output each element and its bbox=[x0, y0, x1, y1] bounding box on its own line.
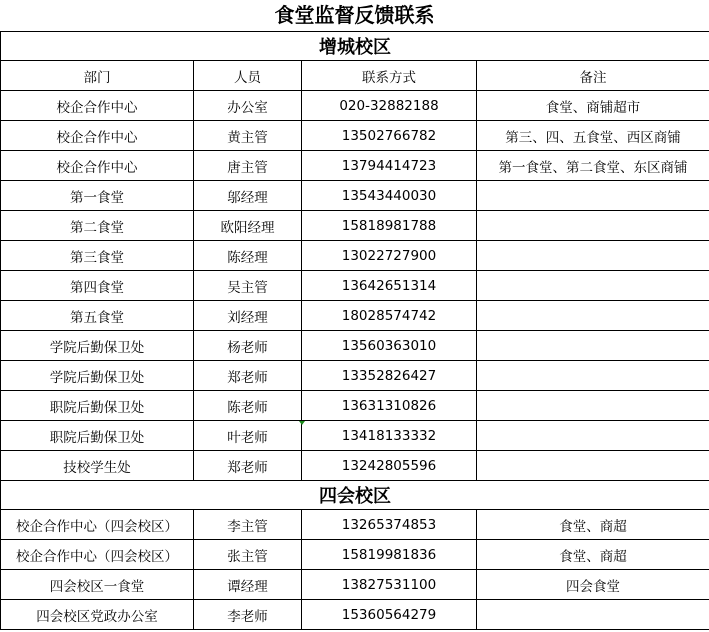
table-row bbox=[1, 540, 709, 570]
table-row bbox=[1, 510, 709, 540]
table-row bbox=[1, 121, 709, 151]
cell-person: 叶老师 bbox=[194, 421, 302, 451]
cell-contact: 13543440030 bbox=[302, 181, 477, 211]
cell-department: 第一食堂 bbox=[1, 181, 194, 211]
cell-contact: 13642651314 bbox=[302, 271, 477, 301]
cell-note bbox=[477, 451, 709, 481]
cell-note bbox=[477, 361, 709, 391]
cell-note bbox=[477, 391, 709, 421]
cell-department: 学院后勤保卫处 bbox=[1, 361, 194, 391]
cell-contact: 13022727900 bbox=[302, 241, 477, 271]
cell-department: 第五食堂 bbox=[1, 301, 194, 331]
cell-department: 第二食堂 bbox=[1, 211, 194, 241]
cell-person: 唐主管 bbox=[194, 151, 302, 181]
cell-department: 校企合作中心 bbox=[1, 121, 194, 151]
cell-department: 职院后勤保卫处 bbox=[1, 421, 194, 451]
cell-department: 第四食堂 bbox=[1, 271, 194, 301]
cell-contact: 020-32882188 bbox=[302, 91, 477, 121]
cell-person: 吴主管 bbox=[194, 271, 302, 301]
contact-table bbox=[0, 31, 709, 630]
sheet-title: 食堂监督反馈联系 bbox=[274, 3, 435, 27]
table-row bbox=[1, 271, 709, 301]
cell-department: 校企合作中心（四会校区） bbox=[1, 510, 194, 540]
cell-department: 职院后勤保卫处 bbox=[1, 391, 194, 421]
cell-note: 第三、四、五食堂、西区商铺 bbox=[477, 121, 709, 151]
cell-person: 郑老师 bbox=[194, 451, 302, 481]
table-row bbox=[1, 211, 709, 241]
cell-person: 办公室 bbox=[194, 91, 302, 121]
cell-person: 郑老师 bbox=[194, 361, 302, 391]
cell-contact: 13631310826 bbox=[302, 391, 477, 421]
column-header-department: 部门 bbox=[1, 61, 194, 91]
table-row bbox=[1, 421, 709, 451]
cell-contact: 13827531100 bbox=[302, 570, 477, 600]
cell-person: 谭经理 bbox=[194, 570, 302, 600]
cell-contact: 13560363010 bbox=[302, 331, 477, 361]
cell-person: 李老师 bbox=[194, 600, 302, 630]
cell-department: 学院后勤保卫处 bbox=[1, 331, 194, 361]
table-row bbox=[1, 451, 709, 481]
table-row bbox=[1, 570, 709, 600]
cell-department: 四会校区一食堂 bbox=[1, 570, 194, 600]
table-row bbox=[1, 361, 709, 391]
table-row bbox=[1, 241, 709, 271]
table-row bbox=[1, 331, 709, 361]
cell-contact: 13242805596 bbox=[302, 451, 477, 481]
cell-note: 食堂、商超 bbox=[477, 510, 709, 540]
table-row bbox=[1, 91, 709, 121]
cell-contact: 15819981836 bbox=[302, 540, 477, 570]
cell-note: 食堂、商铺超市 bbox=[477, 91, 709, 121]
cell-department: 技校学生处 bbox=[1, 451, 194, 481]
cell-person: 李主管 bbox=[194, 510, 302, 540]
table-row bbox=[1, 391, 709, 421]
cell-note: 食堂、商超 bbox=[477, 540, 709, 570]
cell-contact: 18028574742 bbox=[302, 301, 477, 331]
cell-person: 欧阳经理 bbox=[194, 211, 302, 241]
section-row bbox=[1, 32, 709, 61]
cell-note bbox=[477, 421, 709, 451]
column-header-note: 备注 bbox=[477, 61, 709, 91]
cell-department: 四会校区党政办公室 bbox=[1, 600, 194, 630]
cell-contact: 15818981788 bbox=[302, 211, 477, 241]
table-row bbox=[1, 181, 709, 211]
cell-note bbox=[477, 331, 709, 361]
cell-department: 校企合作中心（四会校区） bbox=[1, 540, 194, 570]
cell-note bbox=[477, 301, 709, 331]
cell-contact: 13794414723 bbox=[302, 151, 477, 181]
cell-person: 刘经理 bbox=[194, 301, 302, 331]
table-row bbox=[1, 301, 709, 331]
cell-note: 第一食堂、第二食堂、东区商铺 bbox=[477, 151, 709, 181]
cell-contact: 13352826427 bbox=[302, 361, 477, 391]
column-header-contact: 联系方式 bbox=[302, 61, 477, 91]
cell-contact: 15360564279 bbox=[302, 600, 477, 630]
cell-note bbox=[477, 271, 709, 301]
cell-department: 第三食堂 bbox=[1, 241, 194, 271]
cell-note bbox=[477, 600, 709, 630]
cell-contact: 13265374853 bbox=[302, 510, 477, 540]
section-title: 增城校区 bbox=[1, 32, 709, 61]
cell-person: 邬经理 bbox=[194, 181, 302, 211]
cell-contact: 13502766782 bbox=[302, 121, 477, 151]
cell-note bbox=[477, 211, 709, 241]
cell-person: 张主管 bbox=[194, 540, 302, 570]
cell-person: 陈经理 bbox=[194, 241, 302, 271]
section-row bbox=[1, 481, 709, 510]
table-row bbox=[1, 151, 709, 181]
cell-note: 四会食堂 bbox=[477, 570, 709, 600]
cell-comment-marker bbox=[299, 421, 305, 425]
header-row bbox=[1, 61, 709, 91]
cell-contact: 13418133332 bbox=[302, 421, 477, 451]
cell-person: 陈老师 bbox=[194, 391, 302, 421]
cell-note bbox=[477, 241, 709, 271]
cell-note bbox=[477, 181, 709, 211]
section-title: 四会校区 bbox=[1, 481, 709, 510]
column-header-person: 人员 bbox=[194, 61, 302, 91]
cell-department: 校企合作中心 bbox=[1, 151, 194, 181]
cell-person: 黄主管 bbox=[194, 121, 302, 151]
cell-person: 杨老师 bbox=[194, 331, 302, 361]
cell-department: 校企合作中心 bbox=[1, 91, 194, 121]
table-row bbox=[1, 600, 709, 630]
